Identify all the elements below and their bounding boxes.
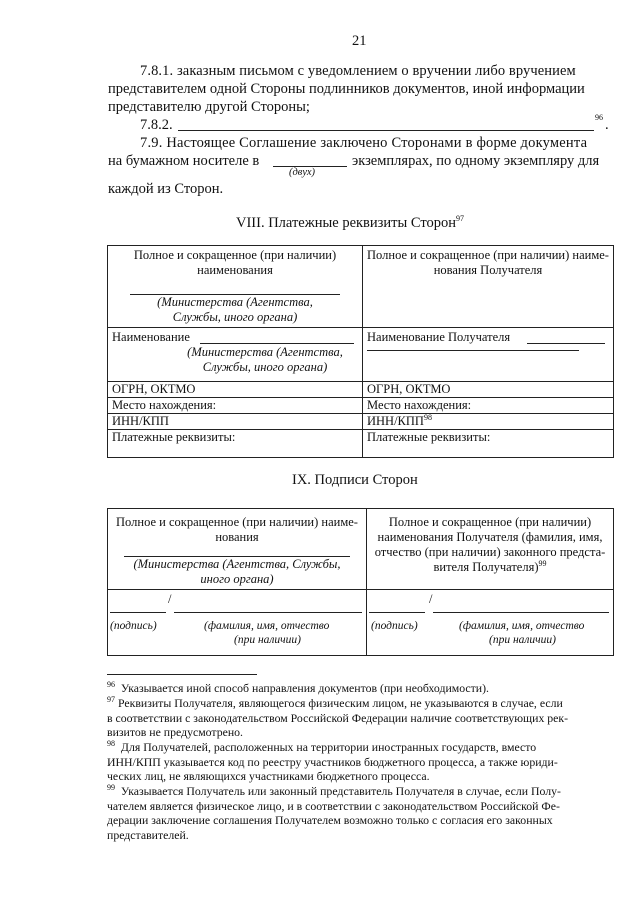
recipient-fio-hint1: (фамилия, имя, отчество (459, 620, 585, 632)
recipient-sig-header-line4: вителя Получателя)$^{99}$ (433, 558, 547, 574)
footnote-96: $^{96}$ Указывается иной способ направления документов (при необходимости). (107, 680, 489, 695)
ministry-name-field (200, 343, 354, 344)
footnote-ref-97: 97 (456, 214, 464, 224)
table-row (108, 328, 614, 382)
ministry-sig-header-line2: нования (215, 530, 259, 544)
footnote-ref-96: 96 (595, 113, 603, 122)
ministry-signature-line (110, 612, 166, 613)
section-8-title: VIII. Платежные реквизиты Сторон$^{97}$ (236, 214, 464, 231)
recipient-header-line2: нования Получателя (433, 263, 543, 277)
ministry-signature-header (108, 509, 367, 590)
table-row (108, 590, 614, 656)
footnote-num: 97 (107, 695, 115, 705)
ministry-sign-hint: (подпись) (110, 620, 157, 632)
ministry-signature-cell (108, 590, 367, 656)
para-7-8-1-line1: 7.8.1. заказным письмом с уведомлением о вручении либо вручением (140, 63, 576, 79)
footnote-97: $^{97}$ Реквизиты Получателя, являющегося физическим лицом, не указываются в случае, если в соответствии с законодательством Российской Федерации наличие соответствующих рек- визитов не предусмотрено. (107, 695, 569, 740)
address-right: Место нахождения: (363, 398, 614, 414)
ministry-name-label: Наименование (112, 330, 190, 344)
ministry-header-line2: наименования (197, 263, 273, 277)
ogrn-oktmo-left: ОГРН, ОКТМО (108, 382, 363, 398)
page-number: 21 (352, 33, 367, 49)
footnote-separator (107, 674, 257, 675)
ministry-sig-name-blank (124, 550, 350, 557)
copies-count-hint: (двух) (289, 167, 316, 178)
recipient-name-label: Наименование Получателя (367, 330, 511, 344)
footnote-98: $^{98}$ Для Получателей, расположенных на территории иностранных государств, вместо ИНН/КПП указывается код по реестру участников бюджетного процесса, а также юриди- ческих лиц, не являющихся участниками бюджетного процесса. (107, 739, 558, 784)
recipient-signature-line (369, 612, 425, 613)
table-row (108, 398, 614, 414)
para-7-9-line1: 7.9. Настоящее Соглашение заключено Сторонами в форме документа (140, 135, 588, 151)
para-7-8-2-label: 7.8.2. (140, 117, 173, 133)
footnote-99: $^{99}$ Указывается Получатель или законный представитель Получателя в случае, если Полу- чателем является физическое лицо, и в соответствии с законодательством Российской Фе- дерации заключение соглашения Получателем возможно только с согласия его законных представителей. (107, 783, 561, 842)
recipient-fio-hint2: (при наличии) (489, 634, 556, 646)
recipient-name-field (527, 343, 605, 344)
signatures-table (107, 508, 614, 656)
recipient-sig-header-line1: Полное и сокращенное (при наличии) (388, 515, 592, 529)
recipient-signature-cell (367, 590, 614, 656)
footnote-ref-98: 98 (423, 412, 432, 422)
recipient-fio-line (433, 612, 609, 613)
ministry-fio-line (174, 612, 362, 613)
inn-kpp-left: ИНН/КПП (108, 414, 363, 430)
inn-kpp-right: ИНН/КПП$^{98}$ (363, 414, 614, 430)
recipient-sign-hint: (подпись) (371, 620, 418, 632)
ministry-header-line1: Полное и сокращенное (при наличии) (133, 248, 337, 262)
ministry-sig-hint2: иного органа) (200, 572, 274, 586)
ministry-slash: / (168, 592, 172, 606)
ministry-sig-header-line1: Полное и сокращенное (при наличии) наиме- (116, 515, 358, 529)
ministry-header-cell (108, 246, 363, 328)
ministry-name-cell (108, 328, 363, 382)
ministry-hint-line1: (Министерства (Агентства, (157, 295, 313, 309)
payment-details-table (107, 245, 614, 458)
recipient-signature-header (367, 509, 614, 590)
ministry-fio-hint1: (фамилия, имя, отчество (204, 620, 330, 632)
payment-details-left: Платежные реквизиты: (108, 430, 363, 458)
address-left: Место нахождения: (108, 398, 363, 414)
footnote-num: 98 (107, 739, 115, 749)
table-row (108, 430, 614, 458)
para-7-8-2-blank (178, 130, 594, 131)
ministry-name-hint1: (Министерства (Агентства, (187, 345, 343, 359)
ministry-name-blank (130, 288, 340, 295)
para-7-9-line3: каждой из Сторон. (108, 181, 224, 197)
footnote-num: 99 (107, 783, 115, 793)
ministry-sig-hint1: (Министерства (Агентства, Службы, (133, 557, 341, 571)
para-7-9-line2-end: экземплярах, по одному экземпляру для (352, 153, 600, 169)
table-row (108, 382, 614, 398)
recipient-sig-header-line2: наименования Получателя (фамилия, имя, (377, 530, 603, 544)
para-7-9-line2-start: на бумажном носителе в (108, 153, 260, 169)
payment-details-right: Платежные реквизиты: (363, 430, 614, 458)
para-7-8-2-period: . (605, 117, 609, 133)
table-row (108, 509, 614, 590)
ministry-hint-line2: Службы, иного органа) (172, 310, 298, 324)
footnote-num: 96 (107, 680, 115, 690)
recipient-name-field-2 (367, 350, 579, 351)
recipient-header-line1: Полное и сокращенное (при наличии) наиме- (367, 248, 609, 262)
recipient-name-cell (363, 328, 614, 382)
footnote-ref-99: 99 (538, 558, 547, 568)
table-row (108, 246, 614, 328)
para-7-8-1-line3: представителю другой Стороны; (108, 99, 310, 115)
recipient-header-cell (363, 246, 614, 328)
ministry-fio-hint2: (при наличии) (234, 634, 301, 646)
ogrn-oktmo-right: ОГРН, ОКТМО (363, 382, 614, 398)
ministry-name-hint2: Службы, иного органа) (202, 360, 328, 374)
para-7-8-1-line2: представителем одной Стороны подлинников документов, иной информации (108, 81, 585, 97)
section-9-title: IX. Подписи Сторон (292, 472, 418, 488)
recipient-slash: / (429, 592, 433, 606)
recipient-sig-header-line3: отчество (при наличии) законного предста- (374, 545, 606, 559)
table-row (108, 414, 614, 430)
